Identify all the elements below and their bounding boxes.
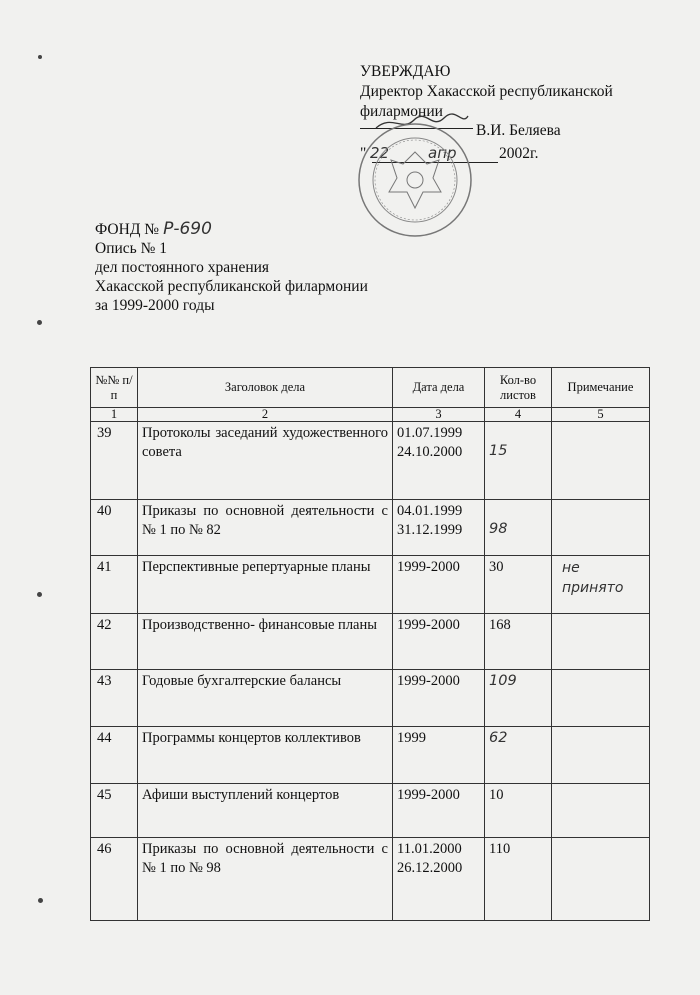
row-sheets: 168 (485, 614, 552, 670)
row-sheets: 10 (485, 784, 552, 838)
row-note (552, 614, 650, 670)
row-sheets: 15 (485, 422, 552, 500)
fond-block (95, 220, 368, 315)
row-sheets: 30 (485, 556, 552, 614)
row-note (552, 784, 650, 838)
row-date (393, 500, 485, 556)
date-end: 24.10.2000 (397, 444, 463, 460)
date-start: 01.07.1999 (397, 425, 463, 441)
row-note (552, 670, 650, 727)
row-title: Производственно- финансовые планы (138, 614, 393, 670)
row-title: Приказы по основной деятельности с № 1 по № 82 (138, 500, 393, 556)
date-start: 1999 (397, 730, 426, 746)
date-month: апр (428, 144, 457, 162)
scan-speck (38, 898, 43, 903)
row-note (552, 422, 650, 500)
scan-speck (37, 592, 42, 597)
index-cell: 5 (552, 408, 650, 422)
date-start: 11.01.2000 (397, 841, 462, 857)
index-cell: 1 (91, 408, 138, 422)
row-note (552, 838, 650, 921)
approval-heading: УВЕРЖДАЮ (360, 63, 451, 80)
table-row (91, 784, 650, 838)
scan-speck (37, 320, 42, 325)
index-cell: 3 (393, 408, 485, 422)
row-number: 45 (91, 784, 138, 838)
table-row (91, 500, 650, 556)
fond-label: ФОНД № (95, 221, 160, 238)
row-title: Программы концертов коллективов (138, 727, 393, 784)
table-row (91, 838, 650, 921)
index-cell: 2 (138, 408, 393, 422)
header-number: №№ п/п (91, 368, 138, 408)
table-index-row (91, 408, 650, 422)
table-row (91, 422, 650, 500)
date-start: 1999-2000 (397, 559, 460, 575)
row-number: 46 (91, 838, 138, 921)
date-start: 1999-2000 (397, 787, 460, 803)
inventory-number: Опись № 1 (95, 240, 168, 257)
row-sheets: 110 (485, 838, 552, 921)
row-date (393, 784, 485, 838)
table-header-row (91, 368, 650, 408)
row-title: Перспективные репертуарные планы (138, 556, 393, 614)
date-quote: " (360, 145, 367, 162)
inventory-period: за 1999-2000 годы (95, 297, 215, 314)
header-title: Заголовок дела (138, 368, 393, 408)
date-start: 1999-2000 (397, 673, 460, 689)
approval-position: Директор Хакасской республиканской (360, 83, 613, 100)
date-end: 26.12.2000 (397, 860, 463, 876)
inventory-org: Хакасской республиканской филармонии (95, 278, 368, 295)
row-sheets: 98 (485, 500, 552, 556)
row-note: не принято (552, 556, 650, 614)
row-date (393, 838, 485, 921)
table-row (91, 556, 650, 614)
row-number: 43 (91, 670, 138, 727)
date-end: 31.12.1999 (397, 522, 463, 538)
table-row (91, 670, 650, 727)
row-number: 39 (91, 422, 138, 500)
table-row (91, 727, 650, 784)
row-date (393, 727, 485, 784)
row-title: Годовые бухгалтерские балансы (138, 670, 393, 727)
row-title: Афиши выступлений концертов (138, 784, 393, 838)
row-date (393, 614, 485, 670)
header-sheets: Кол-во листов (485, 368, 552, 408)
index-cell: 4 (485, 408, 552, 422)
row-number: 40 (91, 500, 138, 556)
row-title: Протоколы заседаний художественного совета (138, 422, 393, 500)
table-row (91, 614, 650, 670)
fond-number: Р-690 (163, 219, 212, 239)
header-date: Дата дела (393, 368, 485, 408)
date-start: 04.01.1999 (397, 503, 463, 519)
row-number: 41 (91, 556, 138, 614)
row-sheets: 109 (485, 670, 552, 727)
fond-row (95, 220, 368, 239)
approval-org: филармонии (360, 103, 443, 120)
date-start: 1999-2000 (397, 617, 460, 633)
row-note (552, 727, 650, 784)
inventory-table (90, 367, 650, 921)
row-sheets: 62 (485, 727, 552, 784)
row-note (552, 500, 650, 556)
row-number: 42 (91, 614, 138, 670)
row-title: Приказы по основной деятельности с № 1 по № 98 (138, 838, 393, 921)
director-name: В.И. Беляева (476, 122, 561, 139)
row-date (393, 422, 485, 500)
date-day: 22 (370, 144, 390, 162)
row-date (393, 670, 485, 727)
inventory-kind: дел постоянного хранения (95, 259, 270, 276)
row-number: 44 (91, 727, 138, 784)
round-seal-icon (355, 120, 475, 240)
row-date (393, 556, 485, 614)
scan-speck (38, 55, 42, 59)
header-note: Примечание (552, 368, 650, 408)
date-year: 2002г. (499, 145, 539, 162)
